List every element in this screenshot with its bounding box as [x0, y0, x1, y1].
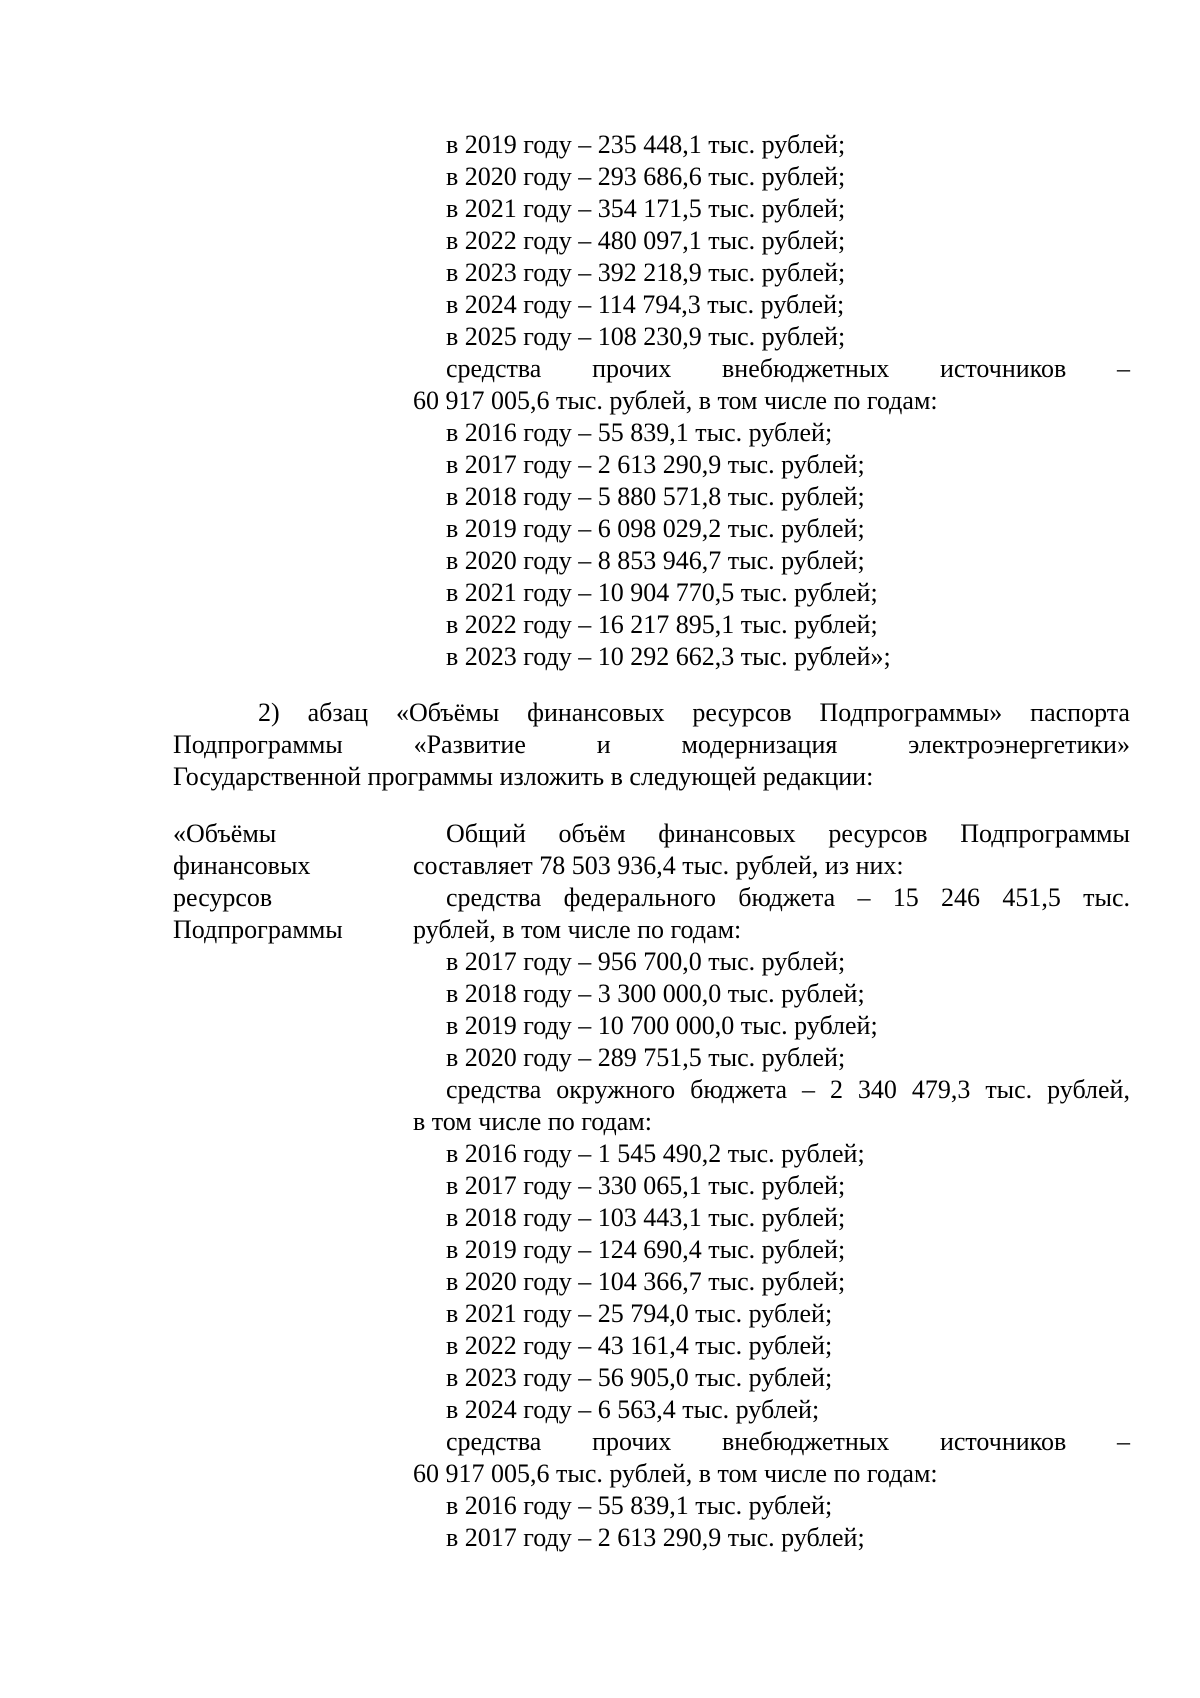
word: Подпрограммы	[173, 730, 343, 759]
item-2-line-2	[173, 729, 1130, 761]
word: 15	[892, 883, 919, 912]
word: паспорта	[1030, 698, 1130, 727]
word: электроэнергетики»	[908, 730, 1130, 759]
word: модернизация	[681, 730, 838, 759]
year-line: в 2019 году – 124 690,4 тыс. рублей;	[446, 1235, 846, 1264]
word: ресурсов	[692, 698, 792, 727]
word: средства	[446, 1075, 542, 1104]
word: ресурсов	[828, 819, 928, 848]
word: средства	[446, 354, 542, 383]
word: абзац	[307, 698, 369, 727]
word: прочих	[592, 1427, 672, 1456]
word: объём	[558, 819, 626, 848]
word: средства	[446, 1427, 542, 1456]
word: «Развитие	[413, 730, 526, 759]
year-line: в 2017 году – 2 613 290,9 тыс. рублей;	[446, 1523, 865, 1552]
year-line: в 2021 году – 10 904 770,5 тыс. рублей;	[446, 578, 878, 607]
year-line: в 2016 году – 55 839,1 тыс. рублей;	[446, 1491, 833, 1520]
year-line: в 2020 году – 8 853 946,7 тыс. рублей;	[446, 546, 865, 575]
word: 479,3	[911, 1075, 971, 1104]
year-line: в 2017 году – 330 065,1 тыс. рублей;	[446, 1171, 846, 1200]
word: Общий	[446, 819, 526, 848]
district-budget-continuation: в том числе по годам:	[413, 1107, 652, 1136]
passport-label-line: «Объёмы	[173, 819, 277, 848]
year-line: в 2019 году – 235 448,1 тыс. рублей;	[446, 130, 846, 159]
word: Подпрограммы»	[819, 698, 1003, 727]
year-line: в 2019 году – 6 098 029,2 тыс. рублей;	[446, 514, 865, 543]
year-line: в 2017 году – 956 700,0 тыс. рублей;	[446, 947, 846, 976]
extra-sources-continuation: 60 917 005,6 тыс. рублей, в том числе по годам:	[413, 1459, 938, 1488]
year-line: в 2024 году – 6 563,4 тыс. рублей;	[446, 1395, 820, 1424]
word: рублей,	[1047, 1075, 1130, 1104]
word: –	[857, 883, 871, 912]
word: финансовых	[658, 819, 796, 848]
year-line: в 2021 году – 354 171,5 тыс. рублей;	[446, 194, 846, 223]
word: Подпрограммы	[960, 819, 1130, 848]
year-line: в 2023 году – 392 218,9 тыс. рублей;	[446, 258, 846, 287]
federal-budget-line	[446, 882, 1130, 914]
word: окружного	[556, 1075, 676, 1104]
word: тыс.	[1083, 883, 1130, 912]
word: прочих	[592, 354, 672, 383]
extra-sources-heading	[446, 1426, 1130, 1458]
word: –	[1116, 354, 1130, 383]
year-line: в 2018 году – 103 443,1 тыс. рублей;	[446, 1203, 846, 1232]
item-number: 2)	[258, 698, 280, 727]
year-line: в 2020 году – 104 366,7 тыс. рублей;	[446, 1267, 846, 1296]
word: –	[1116, 1427, 1130, 1456]
year-line: в 2018 году – 3 300 000,0 тыс. рублей;	[446, 979, 865, 1008]
word: и	[596, 730, 611, 759]
word: «Объёмы	[395, 698, 500, 727]
word: 451,5	[1002, 883, 1061, 912]
word: источников	[939, 354, 1067, 383]
year-line: в 2021 году – 25 794,0 тыс. рублей;	[446, 1299, 833, 1328]
extra-sources-heading	[446, 353, 1130, 385]
word: источников	[939, 1427, 1067, 1456]
year-line: в 2025 году – 108 230,9 тыс. рублей;	[446, 322, 846, 351]
year-line: в 2022 году – 43 161,4 тыс. рублей;	[446, 1331, 833, 1360]
item-2-line-3: Государственной программы изложить в следующей редакции:	[173, 762, 874, 791]
passport-label-line: Подпрограммы	[173, 915, 343, 944]
word: 340	[857, 1075, 897, 1104]
year-line: в 2016 году – 1 545 490,2 тыс. рублей;	[446, 1139, 865, 1168]
year-line: в 2018 году – 5 880 571,8 тыс. рублей;	[446, 482, 865, 511]
word: средства	[446, 883, 542, 912]
word: федерального	[563, 883, 716, 912]
item-2-line-1	[258, 697, 1130, 729]
word: внебюджетных	[722, 354, 890, 383]
year-line: в 2024 году – 114 794,3 тыс. рублей;	[446, 290, 845, 319]
year-line: в 2016 году – 55 839,1 тыс. рублей;	[446, 418, 833, 447]
year-line: в 2020 году – 289 751,5 тыс. рублей;	[446, 1043, 846, 1072]
year-line: в 2023 году – 10 292 662,3 тыс. рублей»;	[446, 642, 891, 671]
word: бюджета	[738, 883, 836, 912]
word: 2	[829, 1075, 843, 1104]
extra-sources-continuation: 60 917 005,6 тыс. рублей, в том числе по годам:	[413, 386, 938, 415]
district-budget-line	[446, 1074, 1130, 1106]
year-line: в 2023 году – 56 905,0 тыс. рублей;	[446, 1363, 833, 1392]
word: –	[802, 1075, 815, 1104]
passport-label-line: финансовых	[173, 851, 311, 880]
passport-label-line: ресурсов	[173, 883, 273, 912]
year-line: в 2020 году – 293 686,6 тыс. рублей;	[446, 162, 846, 191]
word: финансовых	[527, 698, 665, 727]
year-line: в 2022 году – 480 097,1 тыс. рублей;	[446, 226, 846, 255]
year-line: в 2019 году – 10 700 000,0 тыс. рублей;	[446, 1011, 878, 1040]
word: внебюджетных	[722, 1427, 890, 1456]
total-volume-line	[446, 818, 1130, 850]
federal-budget-continuation: рублей, в том числе по годам:	[413, 915, 742, 944]
total-volume-continuation: составляет 78 503 936,4 тыс. рублей, из них:	[413, 851, 904, 880]
year-line: в 2017 году – 2 613 290,9 тыс. рублей;	[446, 450, 865, 479]
word: 246	[941, 883, 981, 912]
word: бюджета	[690, 1075, 788, 1104]
word: тыс.	[985, 1075, 1033, 1104]
year-line: в 2022 году – 16 217 895,1 тыс. рублей;	[446, 610, 878, 639]
